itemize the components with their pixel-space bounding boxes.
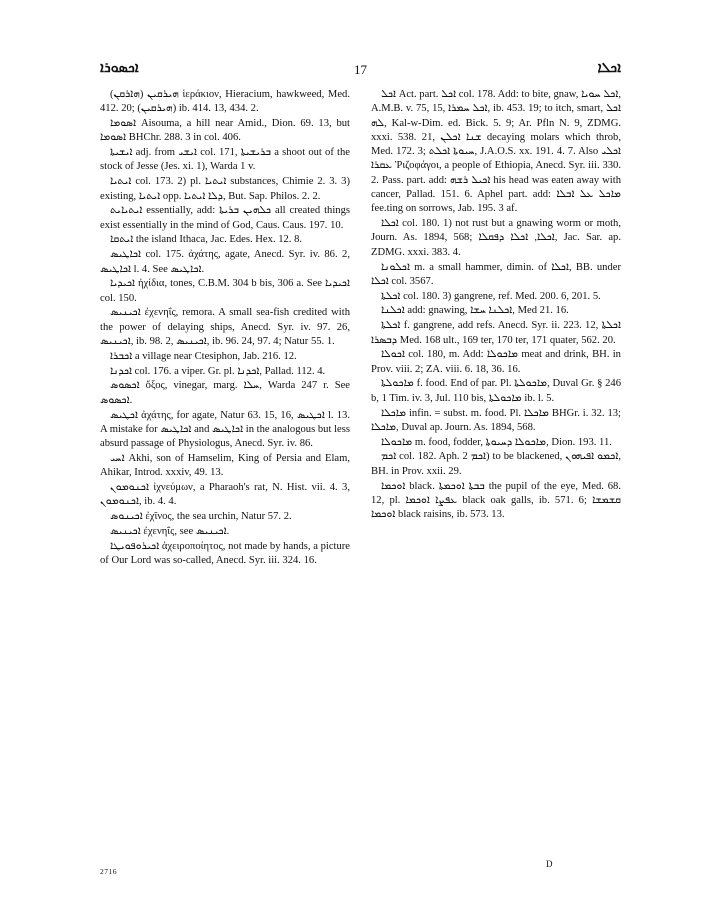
dictionary-entry: ܗܝܪܩܝܢ (ܗܐܪܩܢ) ἱεράκιον, Hieracium, hawkweed, Med. 412. 20; (ܗܝܪܩܝܢ) ib. 414. 13, 434. 2. — [100, 89, 350, 115]
header-left-word: ܐܟܣܘܪܐ — [100, 60, 139, 76]
left-column — [100, 88, 350, 569]
dictionary-entry: ܐܝܬܝܐܝܬ essentially, add: ܟܠܗܝܢ ܒܪܝܬܐ all created things exist essentially in the mind of God, Caus. Caus. 197. 10. — [100, 205, 350, 231]
dictionary-entry: ܐܟܝܕܝܐ ἠχίδια, tones, C.B.M. 304 b bis, 306 a. See ܐܟܝܕܝܐ col. 150. — [100, 278, 350, 304]
dictionary-entry: ܐܟܝܪܘܦܘܝܛܐ ἀχειροποίητος, not made by hands, a picture of Our Lord was so-called, Anecd. Syr. iii. 324. 16. — [100, 540, 350, 566]
dictionary-entry: ܐܚܝ Akhi, son of Hamselim, King of Persia and Elam, Ahikar, Introd. xxxiv, 49. 13. — [100, 452, 350, 479]
dictionary-entry: ܐܟܠܐ col. 180. 1) not rust but a gnawing worm or moth, Journ. As. 1894, 568; ܐܟܠܐ, ܐܟܠܐ ܕܦܩܠܐ, Jac. Sar. ap. ZDMG. xxxi. 383. 4. — [371, 218, 621, 258]
dictionary-entry: ܐܝܫܝܬܐ adj. from ܐܝܫܝ col. 171, ܒܪܝܫܝܬܐ a shoot out of the stock of Jesse (Jes. xi. 1), Warda 1 v. — [100, 147, 350, 173]
dictionary-entry: ܐܟܢܘܡܘܢ ἰχνεύμων, a Pharaoh's rat, N. Hist. vii. 4. 3, ܐܟܢܘܡܘܢ, ib. 4. 4. — [100, 482, 350, 508]
right-column — [371, 88, 621, 523]
dictionary-entry: ܐܟܛܝܣ ἀχάτης, for agate, Natur 63. 15, 16, ܐܟܛܝܣ l. 13. A mistake for ܐܟܐܛܝܣ and ܐܟܐܛܝܣ in the analogous but less absurd passage of Physiologus, Anecd. Syr. iv. 86. — [100, 409, 350, 450]
dictionary-entry: ܡܐܟܠܐ infin. = subst. m. food. Pl. ܡܐܟܠܐ BHGr. i. 32. 13; ܡܐܟܠܐ, Duval ap. Journ. As. 1894, 568. — [371, 407, 621, 433]
gathering-mark: D — [546, 859, 553, 869]
dictionary-entry: ܐܟܣܘܣ ὄξος, vinegar, marg. ܚܠܐ, Warda 247 r. See ܐܟܣܘܣ. — [100, 380, 351, 406]
signature-mark: 2716 — [100, 867, 117, 876]
dictionary-entry: ܐܣܘܡܐ Aisouma, a hill near Amid., Dion. 69. 13, but ܐܣܘܡܐ BHChr. 288. 3 in col. 406. — [100, 118, 350, 144]
dictionary-entry: ܐܟܝܢܘܣ ἐχῖνος, the sea urchin, Natur 57. 2. — [110, 511, 292, 523]
dictionary-entry: ܡܐܟܘܠܐ m. food, fodder, ܡܐܟܘܠܐ ܕܚܝܘܬܐ, Dion. 193. 11. — [381, 436, 612, 448]
dictionary-entry: ܐܟܠܘܢܐ m. a small hammer, dimin. of ܐܟܠܐ, BB. under ܐܟܠܐ col. 3567. — [371, 261, 621, 287]
dictionary-entry: ܐܟܝܢܝܣ ἐχενηΐς, see ܐܟܝܢܝܣ. — [110, 525, 230, 537]
page-header — [100, 60, 621, 80]
dictionary-entry: ܐܟܠ Act. part. ܐܟܠ col. 178. Add: to bite, gnaw, ܐܟܠ ܚܘܝܐ, A.M.B. v. 75, 15, ܐܟܠ ܚܡܪܐ, ib. 453. 19; to itch, smart, ܐܟܠ ܠܗ, Kal-w-Dim. ed. Bick. 5. 9; Ar. Pfln N. 9, ZDMG. xxxi. 538. 21, ܫܢܐ ܐܟܠܢ decaying molars which throb, Med. 172. 3; ܚܝܘܬܐ ܐܟܠܬ, J.A.O.S. xx. 191. 4. 7. Also ܐܟܠܝ ܥܩܪܐ Ῥιζοφάγοι, a people of Ethiopia, Anecd. Syr. iii. 330. 2. Pass. part. add: ܐܟܝܠ ܪܫܗ his head was eaten away with cancer, Pallad. 151. 6. Aphel part. add: ܡܐܟܠ ܥܠ ܐܒܠܐ fee.ting on sorrows, Jab. 195. 3 af. — [371, 89, 622, 215]
dictionary-entry: ܐܟܘܠܐ col. 180, m. Add: ܡܐܟܘܠܐ meat and drink, BH. in Prov. viii. 2; ZA. viii. 6. 18, 36. 16. — [371, 349, 621, 375]
dictionary-entry: ܐܟܝܢܝܣ ἐχενηΐς, remora. A small sea-fish credited with the power of delaying ships, Anecd. Syr. iv. 97. 26, ܐܟܝܢܝܣ, ib. 98. 2, ܐܟܝܢܝܣ, ib. 96. 24, 97. 4; Natur 55. 1. — [100, 307, 350, 348]
dictionary-entry: ܡܐܟܘܠܬܐ f. food. End of par. Pl. ܡܐܟܘܠܬܐ, Duval Gr. § 246 b, 1 Tim. iv. 3, Jul. 110 bis, ܡܐܟܘܠܬܐ ib. l. 5. — [371, 378, 621, 404]
dictionary-entry: ܐܘܟܡܐ black. ܒܒܬܐ ܐܘܟܡܬܐ the pupil of the eye, Med. 68. 12, pl. ܥܦܨܐ ܐܘܟܡܐ black oak galls, ib. 571. 6; ܩܫܡܫܐ ܐܘܟܡܐ black raisins, ib. 573. 13. — [371, 480, 621, 521]
header-right-word: ܐܟܠܐ — [597, 60, 621, 76]
dictionary-entry: ܐܟܕܢܐ col. 176. a viper. Gr. pl. ܐܟܕܢܐ, Pallad. 112. 4. — [110, 365, 326, 377]
dictionary-entry: ܐܟܠܬܐ f. gangrene, add refs. Anecd. Syr. ii. 223. 12, ܐܟܠܬܐ ܕܒܣܪܐ Med. 168 ult., 169 ter, 170 ter, 171 quater, 562. 20. — [371, 320, 621, 346]
dictionary-entry: ܐܟܠܬܐ col. 180. 3) gangrene, ref. Med. 200. 6, 201. 5. — [381, 290, 601, 302]
dictionary-entry: ܐܝܬܝܐ col. 173. 2) pl. ܐܝܬܝܐ substances, Chimie 2. 3. 3) existing, ܐܝܬܝܐ opp. ܕܠܐ ܐܝܬܝܐ, But. Sap. Philos. 2. 2. — [100, 176, 350, 202]
dictionary-entry: ܐܝܬܩܐ the island Ithaca, Jac. Edes. Hex. 12. 8. — [110, 234, 303, 246]
dictionary-entry: ܐܟܐܛܝܣ col. 175. ἀχάτης, agate, Anecd. Syr. iv. 86. 2, ܐܟܐܛܝܣ l. 4. See ܐܟܐܛܝܣ. — [100, 249, 350, 275]
page-number: 17 — [354, 62, 367, 77]
dictionary-entry: ܐܟܒܪܐ a village near Ctesiphon, Jab. 216. 12. — [110, 350, 297, 362]
dictionary-entry: ܐܟܡ col. 182. Aph. ܐܟܡ 2) to be blackened, ܐܟܡܘ ܐܦܝܗܘܢ, BH. in Prov. xxii. 29. — [371, 451, 621, 477]
dictionary-entry: ܐܟܠܢܐ add: gnawing, ܐܟܠܢܐ ܚܫܐ, Med 21. 16. — [381, 305, 569, 317]
